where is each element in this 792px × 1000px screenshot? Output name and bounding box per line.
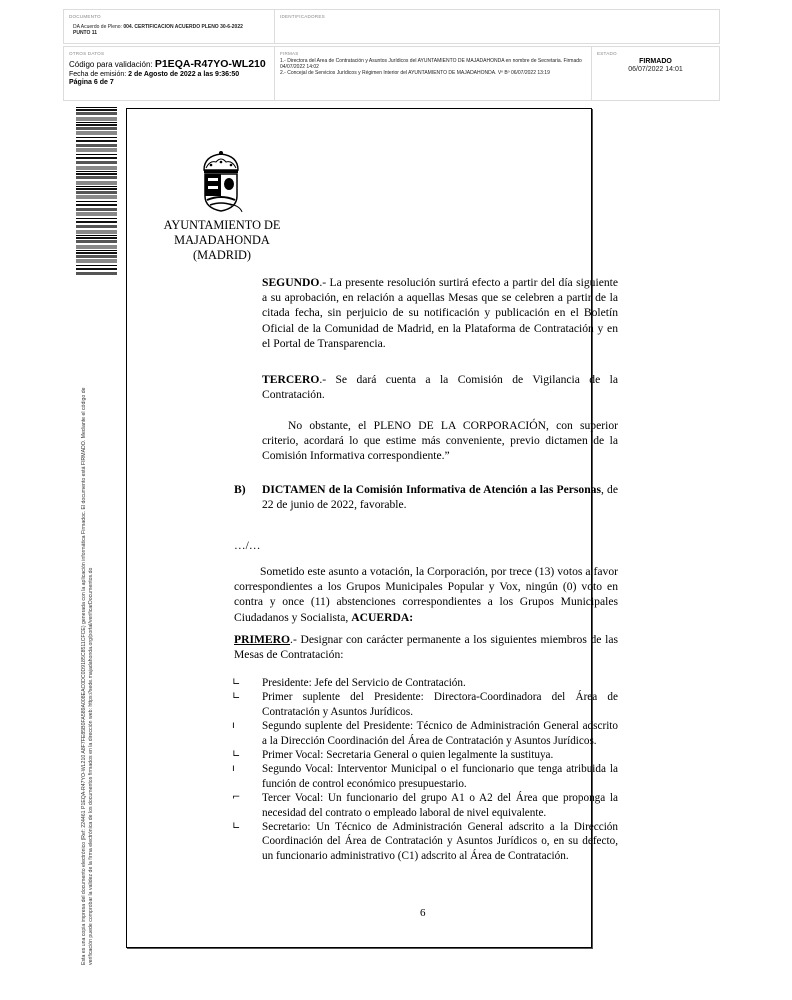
tercero-text: .- Se dará cuenta a la Comisión de Vigilancia de la Contratación. [262,373,618,402]
barcode-bar [76,122,117,123]
barcode-bar [76,107,117,108]
barcode-bar [76,272,117,275]
barcode-bar [76,252,117,254]
list-item-text: Tercer Vocal: Un funcionario del grupo A1 o A2 del Área que proponga la necesidad del contrato o empleado laboral de nivel equivalente. [262,792,618,819]
bullet-icon: ı [232,720,235,732]
barcode-bar [76,166,117,170]
bullet-icon: ∟ [232,677,241,688]
votacion-text: Sometido este asunto a votación, la Corporación, por trece (13) votos a favor correspondientes a los Grupos Municipales Popular y Vox, ningún (0) voto en contra y once (11) abstenciones correspondientes a los Grupos Municipales Ciudadanos y Socialista, [234,565,618,624]
otros-datos-label: OTROS DATOS [69,51,105,56]
paragraph-primero [234,632,618,662]
barcode-bar [76,265,117,266]
barcode-bar [76,250,117,251]
list-item [232,690,618,719]
barcode-bar [76,148,117,152]
estado-label: ESTADO [597,51,617,56]
validation-code[interactable]: P1EQA-R47YO-WL210 [154,58,266,70]
list-item-text: Segundo Vocal: Interventor Municipal o el funcionario que tenga atribuida la función de control económico presupuestario. [262,763,618,790]
list-item-text: Primer Vocal: Secretaria General o quien legalmente la sustituya. [262,749,554,762]
bullet-icon: ⌐ [232,792,241,804]
barcode-bar [76,221,117,223]
dictamen-label: B) [234,483,246,496]
paragraph-votacion [234,564,618,625]
documento-label: DOCUMENTO [69,14,101,19]
barcode-bar [76,171,117,172]
header-row-document [63,9,720,44]
barcode-bar [76,255,117,258]
barcode-bar [76,124,117,126]
barcode-bar [76,181,117,185]
segundo-heading: SEGUNDO [262,276,320,289]
barcode-bar [76,188,117,190]
barcode-bar [76,176,117,179]
paragraph-segundo [262,275,618,351]
sidebar-line-2: verificación puede comprobar la validez de la firma electrónica de los documentos firmados en la dirección web: https://sede.majadahonda.org/portal/verificarDocumentos.do [88,567,94,965]
list-item-text: Segundo suplente del Presidente: Técnico de Administración General adscrito a la Dirección Coordinación del Área de Contratación y Asuntos Jurídicos. [262,720,618,747]
barcode-bar [76,240,117,243]
barcode-bar [76,186,117,187]
ellipsis-marker: …/… [234,539,261,552]
codigo-line [69,60,266,69]
barcode [76,107,117,277]
institution-line-3: (MADRID) [192,248,252,262]
estado-cell [592,47,719,100]
barcode-bar [76,144,117,147]
tercero-heading: TERCERO [262,373,320,386]
verification-sidebar-text [81,285,95,965]
identificadores-cell [275,10,719,43]
firmas-cell [275,47,591,100]
firmas-list [280,58,586,77]
list-item [232,762,618,791]
list-item [232,676,618,690]
barcode-bar [76,117,117,121]
barcode-bar [76,137,117,138]
coat-of-arms-logo [196,150,246,218]
barcode-bar [76,109,117,111]
pagina-value: Página 6 de 7 [69,79,114,86]
barcode-bar [76,212,117,216]
firma-2: 2.- Concejal de Servicios Jurídicos y Régimen Interior del AYUNTAMIENTO DE MAJADAHONDA. Vº Bº 06/07/2022 13:19 [280,70,550,77]
acuerda-label: ACUERDA: [351,610,414,624]
bullet-icon: ∟ [232,821,241,833]
bullet-icon: ∟ [232,749,241,761]
documento-title: 004. CERTIFICACION ACUERDO PLENO 30-6-2022 [123,24,243,30]
barcode-bar [76,204,117,206]
firmas-label: FIRMAS [280,51,299,56]
bullet-icon: ∟ [232,691,241,703]
fecha-line [69,71,239,79]
documento-value [73,24,273,36]
list-item-text: Primer suplente del Presidente: Directora-Coordinadora del Área de Contratación y Asuntos Jurídicos. [262,691,618,718]
barcode-bar [76,268,117,270]
barcode-bar [76,218,117,219]
fecha-value: 2 de Agosto de 2022 a las 9:36:50 [128,71,240,78]
list-item [232,719,618,748]
list-item [232,791,618,820]
barcode-bar [76,154,117,155]
codigo-prefix: Código para validación: [69,60,155,69]
paragraph-no-obstante: No obstante, el PLENO DE LA CORPORACIÓN, con superior criterio, acordará lo que estime más conveniente, previo dictamen de la Comisión Informativa correspondiente.” [262,419,618,463]
institution-line-1: AYUNTAMIENTO DE [163,218,281,232]
primero-text: .- Designar con carácter permanente a los siguientes miembros de las Mesas de Contratación: [234,633,618,662]
institution-name [160,218,284,263]
segundo-text: .- La presente resolución surtirá efecto a partir del día siguiente a su aprobación, en relación a aquellas Mesas que se celebren a partir de la citada fecha, sin perjuicio de su notificación y publicación en el Boletín Oficial de la Comunidad de Madrid, en la Plataforma de Contratación y en el Portal de Transparencia. [262,276,618,350]
barcode-bar [76,237,117,239]
page-number: 6 [420,907,426,919]
list-item-text: Secretario: Un Técnico de Administración General adscrito a la Dirección Coordinación del Área de Contratación y Asuntos Jurídicos o, en su defecto, un funcionario administrativo (C1) adscrito al Área de Contratación. [262,821,618,862]
primero-heading: PRIMERO [234,633,291,646]
paragraph-tercero [262,372,618,402]
list-item-text: Presidente: Jefe del Servicio de Contratación. [262,677,466,689]
barcode-bar [76,127,117,130]
estado-value: FIRMADO [639,58,672,65]
barcode-bar [76,140,117,142]
firma-1: 1.- Directora del Area de Contratación y Asuntos Jurídicos del AYUNTAMIENTO DE MAJADAHONDA en nombre de Secretaria. Firmado 04/07/2022 14:02 [280,58,582,71]
documento-prefix: DA Acuerdo de Pleno: [73,24,124,30]
barcode-bar [76,235,117,236]
barcode-bar [76,225,117,228]
barcode-bar [76,195,117,199]
institution-line-2: MAJADAHONDA [174,233,270,247]
barcode-bar [76,230,117,234]
fecha-prefix: Fecha de emisión: [69,71,129,78]
header-row-details [63,46,720,101]
dictamen-heading: DICTAMEN de la Comisión Informativa de Atención a las Personas [262,483,601,496]
estado-fecha: 06/07/2022 14:01 [628,66,683,73]
documento-cell [64,10,274,43]
barcode-bar [76,161,117,164]
barcode-bar [76,201,117,202]
list-item [232,748,618,762]
barcode-bar [76,112,117,115]
list-item [232,820,618,863]
barcode-bar [76,208,117,211]
identificadores-label: IDENTIFICADORES [280,14,325,19]
barcode-bar [76,259,117,263]
barcode-bar [76,173,117,175]
barcode-bar [76,131,117,135]
barcode-bar [76,157,117,159]
barcode-bar [76,191,117,194]
barcode-bar [76,245,117,249]
mesa-members-list [232,676,618,863]
sidebar-line-1: Esta es una copia impresa del documento electrónico (Ref: 224461 P1EQA-R47YO-WL210 A8F7FE85B0FA589A008EAC0DC0D9185C8511CFCE) generada con la aplicación informática Firmadoc. El documento está FIRMADO. Mediante el código de [81,387,87,965]
dictamen-text: , de 22 de junio de 2022, favorable. [262,483,619,512]
documento-title2: PUNTO 11 [73,30,98,37]
paragraph-dictamen [234,482,618,512]
bullet-icon: ı [232,763,235,775]
otros-datos-cell [64,47,274,100]
